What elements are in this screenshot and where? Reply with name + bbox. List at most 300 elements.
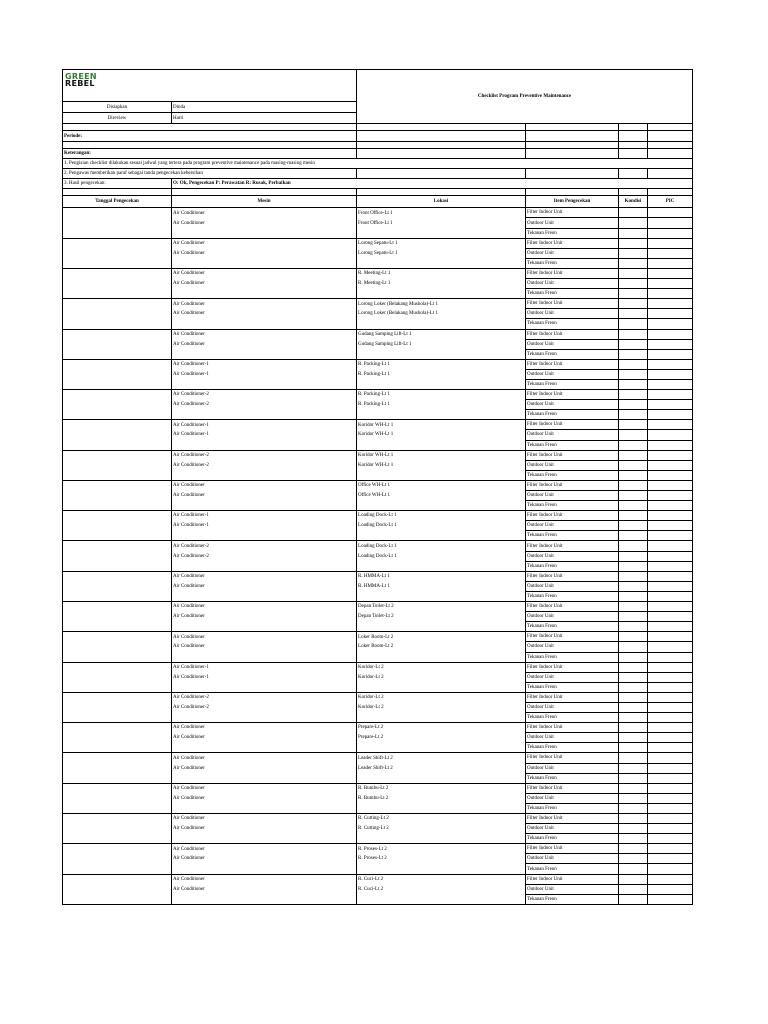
tanggal-cell[interactable] bbox=[63, 763, 172, 773]
kondisi-cell[interactable] bbox=[619, 793, 648, 803]
pic-cell[interactable] bbox=[648, 258, 693, 268]
tanggal-cell[interactable] bbox=[63, 642, 172, 652]
tanggal-cell[interactable] bbox=[63, 400, 172, 410]
pic-cell[interactable] bbox=[648, 248, 693, 258]
item-cell: Outdoor Unit bbox=[526, 521, 619, 531]
item-cell: Tekanan Freon bbox=[526, 258, 619, 268]
kondisi-cell[interactable] bbox=[619, 571, 648, 581]
lokasi-cell bbox=[357, 349, 526, 359]
table-row bbox=[63, 420, 693, 430]
pic-cell[interactable] bbox=[648, 430, 693, 440]
kondisi-cell[interactable] bbox=[619, 763, 648, 773]
tanggal-cell[interactable] bbox=[63, 248, 172, 258]
tanggal-cell[interactable] bbox=[63, 682, 172, 692]
pic-cell[interactable] bbox=[648, 440, 693, 450]
mesin-cell bbox=[172, 531, 357, 541]
pic-cell[interactable] bbox=[648, 390, 693, 400]
tanggal-cell[interactable] bbox=[63, 208, 172, 218]
pic-cell[interactable] bbox=[648, 682, 693, 692]
pic-cell[interactable] bbox=[648, 501, 693, 511]
prepared-by-value[interactable]: Dinda bbox=[172, 102, 357, 113]
pic-cell[interactable] bbox=[648, 289, 693, 299]
mesin-cell bbox=[172, 834, 357, 844]
tanggal-cell[interactable] bbox=[63, 501, 172, 511]
pic-cell[interactable] bbox=[648, 672, 693, 682]
pic-cell[interactable] bbox=[648, 329, 693, 339]
pic-cell[interactable] bbox=[648, 218, 693, 228]
tanggal-cell[interactable] bbox=[63, 702, 172, 712]
tanggal-cell[interactable] bbox=[63, 299, 172, 309]
tanggal-cell[interactable] bbox=[63, 390, 172, 400]
lokasi-cell: Front Office-Lt 1 bbox=[357, 218, 526, 228]
spacer-cell bbox=[357, 124, 526, 131]
pic-cell[interactable] bbox=[648, 379, 693, 389]
kondisi-cell[interactable] bbox=[619, 864, 648, 874]
kondisi-cell[interactable] bbox=[619, 501, 648, 511]
tanggal-cell[interactable] bbox=[63, 591, 172, 601]
tanggal-cell[interactable] bbox=[63, 339, 172, 349]
tanggal-cell[interactable] bbox=[63, 279, 172, 289]
pic-cell[interactable] bbox=[648, 521, 693, 531]
pic-cell[interactable] bbox=[648, 713, 693, 723]
pic-cell[interactable] bbox=[648, 662, 693, 672]
table-row bbox=[63, 551, 693, 561]
table-row bbox=[63, 561, 693, 571]
mesin-cell: Air Conditioner bbox=[172, 763, 357, 773]
kondisi-cell[interactable] bbox=[619, 289, 648, 299]
blank-cell bbox=[648, 169, 693, 179]
lokasi-cell: Gudang Samping Lift-Lt 1 bbox=[357, 329, 526, 339]
pic-cell[interactable] bbox=[648, 864, 693, 874]
kondisi-cell[interactable] bbox=[619, 652, 648, 662]
kondisi-cell[interactable] bbox=[619, 743, 648, 753]
tanggal-cell[interactable] bbox=[63, 814, 172, 824]
tanggal-cell[interactable] bbox=[63, 834, 172, 844]
periode-value[interactable] bbox=[357, 131, 526, 142]
pic-cell[interactable] bbox=[648, 783, 693, 793]
kondisi-cell[interactable] bbox=[619, 531, 648, 541]
table-row bbox=[63, 602, 693, 612]
item-cell: Outdoor Unit bbox=[526, 672, 619, 682]
lokasi-cell: Office WH-Lt 1 bbox=[357, 480, 526, 490]
tanggal-cell[interactable] bbox=[63, 319, 172, 329]
pic-cell[interactable] bbox=[648, 702, 693, 712]
table-row bbox=[63, 521, 693, 531]
tanggal-cell[interactable] bbox=[63, 864, 172, 874]
spacer-cell bbox=[648, 142, 693, 149]
pic-cell[interactable] bbox=[648, 591, 693, 601]
lokasi-cell: R. Meeting-Lt 1 bbox=[357, 268, 526, 278]
pic-cell[interactable] bbox=[648, 803, 693, 813]
tanggal-cell[interactable] bbox=[63, 268, 172, 278]
mesin-cell bbox=[172, 410, 357, 420]
pic-cell[interactable] bbox=[648, 763, 693, 773]
header-table bbox=[62, 69, 693, 905]
item-cell: Tekanan Freon bbox=[526, 319, 619, 329]
tanggal-cell[interactable] bbox=[63, 844, 172, 854]
kondisi-cell[interactable] bbox=[619, 379, 648, 389]
tanggal-cell[interactable] bbox=[63, 743, 172, 753]
kondisi-cell[interactable] bbox=[619, 773, 648, 783]
kondisi-cell[interactable] bbox=[619, 541, 648, 551]
pic-cell[interactable] bbox=[648, 753, 693, 763]
pic-cell[interactable] bbox=[648, 531, 693, 541]
item-cell: Tekanan Freon bbox=[526, 834, 619, 844]
tanggal-cell[interactable] bbox=[63, 218, 172, 228]
pic-cell[interactable] bbox=[648, 410, 693, 420]
lokasi-cell bbox=[357, 531, 526, 541]
kondisi-cell[interactable] bbox=[619, 672, 648, 682]
lokasi-cell: R. Proses-Lt 2 bbox=[357, 854, 526, 864]
kondisi-cell[interactable] bbox=[619, 248, 648, 258]
table-row bbox=[63, 440, 693, 450]
lokasi-cell bbox=[357, 773, 526, 783]
mesin-cell bbox=[172, 894, 357, 904]
lokasi-cell bbox=[357, 501, 526, 511]
pic-cell[interactable] bbox=[648, 642, 693, 652]
tanggal-cell[interactable] bbox=[63, 602, 172, 612]
pic-cell[interactable] bbox=[648, 834, 693, 844]
kondisi-cell[interactable] bbox=[619, 430, 648, 440]
kondisi-cell[interactable] bbox=[619, 208, 648, 218]
item-cell: Outdoor Unit bbox=[526, 460, 619, 470]
item-cell: Outdoor Unit bbox=[526, 551, 619, 561]
item-cell: Filter Indoor Unit bbox=[526, 208, 619, 218]
kondisi-cell[interactable] bbox=[619, 400, 648, 410]
kondisi-cell[interactable] bbox=[619, 339, 648, 349]
tanggal-cell[interactable] bbox=[63, 379, 172, 389]
tanggal-cell[interactable] bbox=[63, 349, 172, 359]
kondisi-cell[interactable] bbox=[619, 440, 648, 450]
lokasi-cell bbox=[357, 713, 526, 723]
kondisi-cell[interactable] bbox=[619, 410, 648, 420]
kondisi-cell[interactable] bbox=[619, 702, 648, 712]
kondisi-cell[interactable] bbox=[619, 359, 648, 369]
kondisi-cell[interactable] bbox=[619, 753, 648, 763]
tanggal-cell[interactable] bbox=[63, 420, 172, 430]
kondisi-cell[interactable] bbox=[619, 854, 648, 864]
lokasi-cell bbox=[357, 258, 526, 268]
pic-cell[interactable] bbox=[648, 561, 693, 571]
tanggal-cell[interactable] bbox=[63, 894, 172, 904]
lokasi-cell bbox=[357, 379, 526, 389]
item-cell: Filter Indoor Unit bbox=[526, 602, 619, 612]
kondisi-cell[interactable] bbox=[619, 581, 648, 591]
item-cell: Tekanan Freon bbox=[526, 894, 619, 904]
blank-cell bbox=[619, 149, 648, 159]
pic-cell[interactable] bbox=[648, 773, 693, 783]
kondisi-cell[interactable] bbox=[619, 894, 648, 904]
kondisi-cell[interactable] bbox=[619, 642, 648, 652]
pic-cell[interactable] bbox=[648, 814, 693, 824]
blank-cell bbox=[526, 149, 619, 159]
kondisi-cell[interactable] bbox=[619, 268, 648, 278]
tanggal-cell[interactable] bbox=[63, 329, 172, 339]
pic-cell[interactable] bbox=[648, 581, 693, 591]
kondisi-cell[interactable] bbox=[619, 349, 648, 359]
pic-cell[interactable] bbox=[648, 299, 693, 309]
item-cell: Tekanan Freon bbox=[526, 864, 619, 874]
pic-cell[interactable] bbox=[648, 874, 693, 884]
pic-cell[interactable] bbox=[648, 309, 693, 319]
lokasi-cell: Lorong Loker (Belakang Mushola)-Lt 1 bbox=[357, 299, 526, 309]
table-row bbox=[63, 480, 693, 490]
tanggal-cell[interactable] bbox=[63, 541, 172, 551]
tanggal-cell[interactable] bbox=[63, 783, 172, 793]
item-cell: Filter Indoor Unit bbox=[526, 662, 619, 672]
tanggal-cell[interactable] bbox=[63, 632, 172, 642]
item-cell: Filter Indoor Unit bbox=[526, 238, 619, 248]
kondisi-cell[interactable] bbox=[619, 844, 648, 854]
kondisi-cell[interactable] bbox=[619, 662, 648, 672]
spacer-cell bbox=[63, 142, 357, 149]
kondisi-cell[interactable] bbox=[619, 369, 648, 379]
lokasi-cell bbox=[357, 228, 526, 238]
lokasi-cell: Koridor-Lt 2 bbox=[357, 672, 526, 682]
table-row bbox=[63, 218, 693, 228]
tanggal-cell[interactable] bbox=[63, 884, 172, 894]
kondisi-cell[interactable] bbox=[619, 390, 648, 400]
item-cell: Filter Indoor Unit bbox=[526, 299, 619, 309]
kondisi-cell[interactable] bbox=[619, 279, 648, 289]
pic-cell[interactable] bbox=[648, 652, 693, 662]
pic-cell[interactable] bbox=[648, 894, 693, 904]
kondisi-cell[interactable] bbox=[619, 420, 648, 430]
tanggal-cell[interactable] bbox=[63, 410, 172, 420]
tanggal-cell[interactable] bbox=[63, 793, 172, 803]
lokasi-cell: R. Proses-Lt 2 bbox=[357, 844, 526, 854]
kondisi-cell[interactable] bbox=[619, 884, 648, 894]
mesin-cell: Air Conditioner-2 bbox=[172, 551, 357, 561]
tanggal-cell[interactable] bbox=[63, 228, 172, 238]
mesin-cell bbox=[172, 773, 357, 783]
tanggal-cell[interactable] bbox=[63, 854, 172, 864]
item-cell: Outdoor Unit bbox=[526, 279, 619, 289]
kondisi-cell[interactable] bbox=[619, 258, 648, 268]
pic-cell[interactable] bbox=[648, 743, 693, 753]
kondisi-cell[interactable] bbox=[619, 319, 648, 329]
item-cell: Filter Indoor Unit bbox=[526, 480, 619, 490]
pic-cell[interactable] bbox=[648, 571, 693, 581]
kondisi-cell[interactable] bbox=[619, 591, 648, 601]
pic-cell[interactable] bbox=[648, 470, 693, 480]
tanggal-cell[interactable] bbox=[63, 571, 172, 581]
pic-cell[interactable] bbox=[648, 208, 693, 218]
kondisi-cell[interactable] bbox=[619, 480, 648, 490]
blank-cell bbox=[357, 169, 526, 179]
pic-cell[interactable] bbox=[648, 854, 693, 864]
pic-cell[interactable] bbox=[648, 612, 693, 622]
item-cell: Filter Indoor Unit bbox=[526, 783, 619, 793]
mesin-cell: Air Conditioner-2 bbox=[172, 460, 357, 470]
kondisi-cell[interactable] bbox=[619, 612, 648, 622]
item-cell: Outdoor Unit bbox=[526, 854, 619, 864]
kondisi-cell[interactable] bbox=[619, 713, 648, 723]
tanggal-cell[interactable] bbox=[63, 652, 172, 662]
tanggal-cell[interactable] bbox=[63, 622, 172, 632]
tanggal-cell[interactable] bbox=[63, 662, 172, 672]
lokasi-cell bbox=[357, 440, 526, 450]
kondisi-cell[interactable] bbox=[619, 511, 648, 521]
tanggal-cell[interactable] bbox=[63, 521, 172, 531]
lokasi-cell bbox=[357, 682, 526, 692]
pic-cell[interactable] bbox=[648, 349, 693, 359]
item-cell: Tekanan Freon bbox=[526, 682, 619, 692]
tanggal-cell[interactable] bbox=[63, 480, 172, 490]
table-row bbox=[63, 410, 693, 420]
item-cell: Outdoor Unit bbox=[526, 309, 619, 319]
pic-cell[interactable] bbox=[648, 460, 693, 470]
mesin-cell: Air Conditioner bbox=[172, 571, 357, 581]
kondisi-cell[interactable] bbox=[619, 682, 648, 692]
pic-cell[interactable] bbox=[648, 541, 693, 551]
reviewed-by-value[interactable]: Harri bbox=[172, 113, 357, 124]
kondisi-cell[interactable] bbox=[619, 521, 648, 531]
tanggal-cell[interactable] bbox=[63, 612, 172, 622]
tanggal-cell[interactable] bbox=[63, 551, 172, 561]
table-row bbox=[63, 349, 693, 359]
tanggal-cell[interactable] bbox=[63, 713, 172, 723]
kondisi-cell[interactable] bbox=[619, 491, 648, 501]
kondisi-cell[interactable] bbox=[619, 733, 648, 743]
kondisi-cell[interactable] bbox=[619, 602, 648, 612]
tanggal-cell[interactable] bbox=[63, 733, 172, 743]
tanggal-cell[interactable] bbox=[63, 874, 172, 884]
pic-cell[interactable] bbox=[648, 228, 693, 238]
kondisi-cell[interactable] bbox=[619, 218, 648, 228]
tanggal-cell[interactable] bbox=[63, 491, 172, 501]
pic-cell[interactable] bbox=[648, 551, 693, 561]
kondisi-cell[interactable] bbox=[619, 814, 648, 824]
mesin-cell: Air Conditioner bbox=[172, 632, 357, 642]
kondisi-cell[interactable] bbox=[619, 551, 648, 561]
table-row bbox=[63, 390, 693, 400]
pic-cell[interactable] bbox=[648, 480, 693, 490]
pic-cell[interactable] bbox=[648, 844, 693, 854]
tanggal-cell[interactable] bbox=[63, 723, 172, 733]
pic-cell[interactable] bbox=[648, 824, 693, 834]
pic-cell[interactable] bbox=[648, 723, 693, 733]
kondisi-cell[interactable] bbox=[619, 450, 648, 460]
tanggal-cell[interactable] bbox=[63, 692, 172, 702]
item-cell: Filter Indoor Unit bbox=[526, 359, 619, 369]
lokasi-cell: Loker Room-Lt 2 bbox=[357, 642, 526, 652]
prepared-by-label: Disiapkan bbox=[63, 102, 172, 113]
pic-cell[interactable] bbox=[648, 279, 693, 289]
item-cell: Outdoor Unit bbox=[526, 218, 619, 228]
tanggal-cell[interactable] bbox=[63, 440, 172, 450]
tanggal-cell[interactable] bbox=[63, 561, 172, 571]
pic-cell[interactable] bbox=[648, 319, 693, 329]
tanggal-cell[interactable] bbox=[63, 470, 172, 480]
pic-cell[interactable] bbox=[648, 450, 693, 460]
blank-cell bbox=[526, 131, 619, 142]
tanggal-cell[interactable] bbox=[63, 803, 172, 813]
item-cell: Outdoor Unit bbox=[526, 824, 619, 834]
spacer-cell bbox=[63, 124, 357, 131]
pic-cell[interactable] bbox=[648, 420, 693, 430]
lokasi-cell: R. Cuci-Lt 2 bbox=[357, 874, 526, 884]
kondisi-cell[interactable] bbox=[619, 622, 648, 632]
mesin-cell bbox=[172, 652, 357, 662]
pic-cell[interactable] bbox=[648, 622, 693, 632]
tanggal-cell[interactable] bbox=[63, 258, 172, 268]
table-row bbox=[63, 642, 693, 652]
pic-cell[interactable] bbox=[648, 491, 693, 501]
lokasi-cell: Prepare-Lt 2 bbox=[357, 723, 526, 733]
kondisi-cell[interactable] bbox=[619, 874, 648, 884]
table-row bbox=[63, 874, 693, 884]
kondisi-cell[interactable] bbox=[619, 561, 648, 571]
tanggal-cell[interactable] bbox=[63, 581, 172, 591]
spacer-cell bbox=[63, 189, 172, 196]
tanggal-cell[interactable] bbox=[63, 511, 172, 521]
tanggal-cell[interactable] bbox=[63, 369, 172, 379]
table-row bbox=[63, 501, 693, 511]
kondisi-cell[interactable] bbox=[619, 632, 648, 642]
tanggal-cell[interactable] bbox=[63, 359, 172, 369]
pic-cell[interactable] bbox=[648, 339, 693, 349]
tanggal-cell[interactable] bbox=[63, 289, 172, 299]
pic-cell[interactable] bbox=[648, 733, 693, 743]
kondisi-cell[interactable] bbox=[619, 299, 648, 309]
pic-cell[interactable] bbox=[648, 511, 693, 521]
pic-cell[interactable] bbox=[648, 268, 693, 278]
pic-cell[interactable] bbox=[648, 884, 693, 894]
kondisi-cell[interactable] bbox=[619, 723, 648, 733]
checklist-sheet bbox=[62, 69, 692, 905]
table-row bbox=[63, 319, 693, 329]
pic-cell[interactable] bbox=[648, 369, 693, 379]
tanggal-cell[interactable] bbox=[63, 430, 172, 440]
item-cell: Filter Indoor Unit bbox=[526, 571, 619, 581]
kondisi-cell[interactable] bbox=[619, 824, 648, 834]
blank-cell bbox=[526, 169, 619, 179]
tanggal-cell[interactable] bbox=[63, 450, 172, 460]
mesin-cell: Air Conditioner-1 bbox=[172, 369, 357, 379]
kondisi-cell[interactable] bbox=[619, 238, 648, 248]
kondisi-cell[interactable] bbox=[619, 803, 648, 813]
pic-cell[interactable] bbox=[648, 793, 693, 803]
lokasi-cell: Leader Shift-Lt 2 bbox=[357, 753, 526, 763]
kondisi-cell[interactable] bbox=[619, 228, 648, 238]
mesin-cell: Air Conditioner bbox=[172, 248, 357, 258]
blank-cell bbox=[648, 149, 693, 159]
kondisi-cell[interactable] bbox=[619, 834, 648, 844]
pic-cell[interactable] bbox=[648, 238, 693, 248]
table-row bbox=[63, 359, 693, 369]
pic-cell[interactable] bbox=[648, 359, 693, 369]
kondisi-cell[interactable] bbox=[619, 470, 648, 480]
kondisi-cell[interactable] bbox=[619, 692, 648, 702]
tanggal-cell[interactable] bbox=[63, 238, 172, 248]
tanggal-cell[interactable] bbox=[63, 753, 172, 763]
kondisi-cell[interactable] bbox=[619, 460, 648, 470]
pic-cell[interactable] bbox=[648, 632, 693, 642]
tanggal-cell[interactable] bbox=[63, 460, 172, 470]
tanggal-cell[interactable] bbox=[63, 773, 172, 783]
pic-cell[interactable] bbox=[648, 400, 693, 410]
tanggal-cell[interactable] bbox=[63, 531, 172, 541]
kondisi-cell[interactable] bbox=[619, 309, 648, 319]
tanggal-cell[interactable] bbox=[63, 824, 172, 834]
pic-cell[interactable] bbox=[648, 602, 693, 612]
kondisi-cell[interactable] bbox=[619, 783, 648, 793]
tanggal-cell[interactable] bbox=[63, 672, 172, 682]
pic-cell[interactable] bbox=[648, 692, 693, 702]
kondisi-cell[interactable] bbox=[619, 329, 648, 339]
tanggal-cell[interactable] bbox=[63, 309, 172, 319]
